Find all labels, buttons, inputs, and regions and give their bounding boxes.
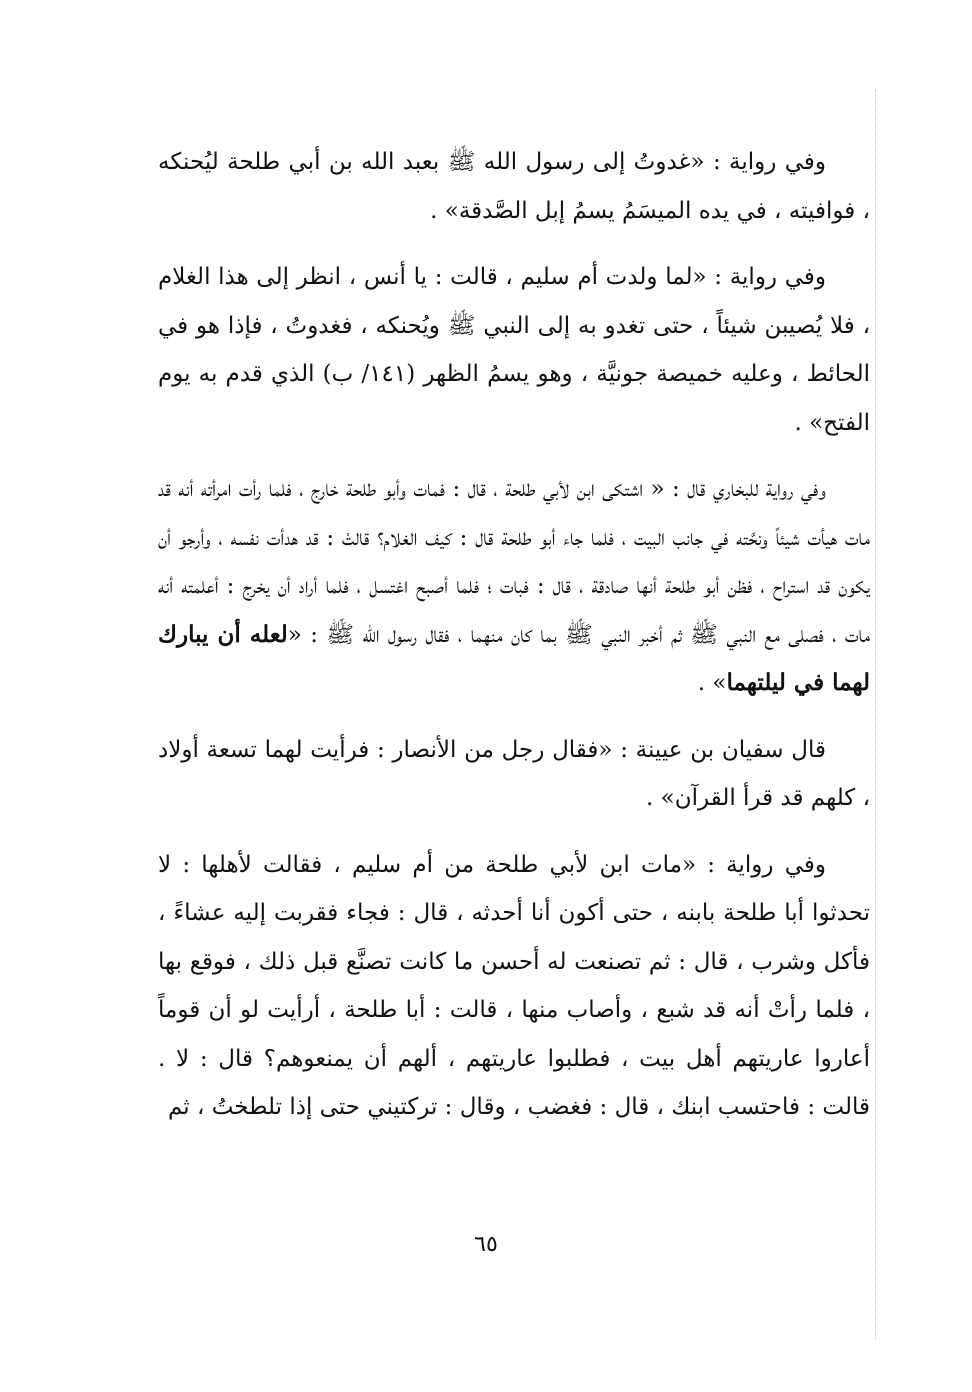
paragraph-3 (158, 465, 870, 708)
paragraph-3-text: وفي رواية للبخاري قال : « اشتكى ابن لأبي طلحة ، قال : فمات وأبو طلحة خارج ، فلما رأت امرأته أنه قد مات هيأت شيئاً ونحَّته في جانب البيت ، فلما جاء أبو طلحة قال : كيف الغلام؟ قالتْ : قد هدأت نفسه ، وأرجو أن يكون قد استراح ، فظن أبو طلحة أنها صادقة ، قال : فبات ؛ فلما أصبح اغتسل ، فلما أراد أن يخرج : أعلمته أنه مات ، فصلى مع النبي ﷺ ثم أخبر النبي ﷺ بما كان منهما ، فقال رسول الله ﷺ : « (158, 476, 870, 648)
paragraph-3-closing: » . (697, 670, 727, 696)
paragraph-5 (158, 841, 870, 1132)
paragraph-4 (158, 726, 870, 823)
paragraph-5-text: وفي رواية : «مات ابن لأبي طلحة من أم سليم ، فقالت لأهلها : لا تحدثوا أبا طلحة بابنه ، حتى أكون أنا أحدثه ، قال : فجاء فقربت إليه عشاءً ، فأكل وشرب ، قال : ثم تصنعت له أحسن ما كانت تصنَّع قبل ذلك ، فوقع بها ، فلما رأتْ أنه قد شبع ، وأصاب منها ، قالت : أبا طلحة ، أرأيت لو أن قوماً أعاروا عاريتهم أهل بيت ، فطلبوا عاريتهم ، ألهم أن يمنعوهم؟ قال : لا . قالت : فاحتسب ابنك ، قال : فغضب ، وقال : تركتيني حتى إذا تلطختُ ، ثم (158, 851, 870, 1120)
paragraph-1 (158, 138, 870, 235)
paragraph-2-text: وفي رواية : «لما ولدت أم سليم ، قالت : يا أنس ، انظر إلى هذا الغلام ، فلا يُصيبن شيئاً ، حتى تغدو به إلى النبي ﷺ ويُحنكه ، فغدوتُ ، فإذا هو في الحائط ، وعليه خميصة جونيَّة ، وهو يسمُ الظهر (١٤١/ ب) الذي قدم به يوم الفتح» . (158, 264, 871, 436)
page-body (158, 138, 870, 1150)
page-number: ٦٥ (474, 1232, 498, 1257)
paragraph-4-text: قال سفيان بن عيينة : «فقال رجل من الأنصار : فرأيت لهما تسعة أولاد ، كلهم قد قرأ القرآن» . (158, 736, 870, 811)
paragraph-1-text: وفي رواية : «غدوتُ إلى رسول الله ﷺ بعبد الله بن أبي طلحة ليُحنكه ، فوافيته ، في يده الميسَمُ يسمُ إبل الصَّدقة» . (158, 149, 870, 224)
paragraph-3-bold-quote: لعله أن يبارك لهما في ليلتهما (158, 620, 870, 696)
scan-edge-line (875, 90, 876, 1340)
paragraph-2 (158, 253, 870, 447)
